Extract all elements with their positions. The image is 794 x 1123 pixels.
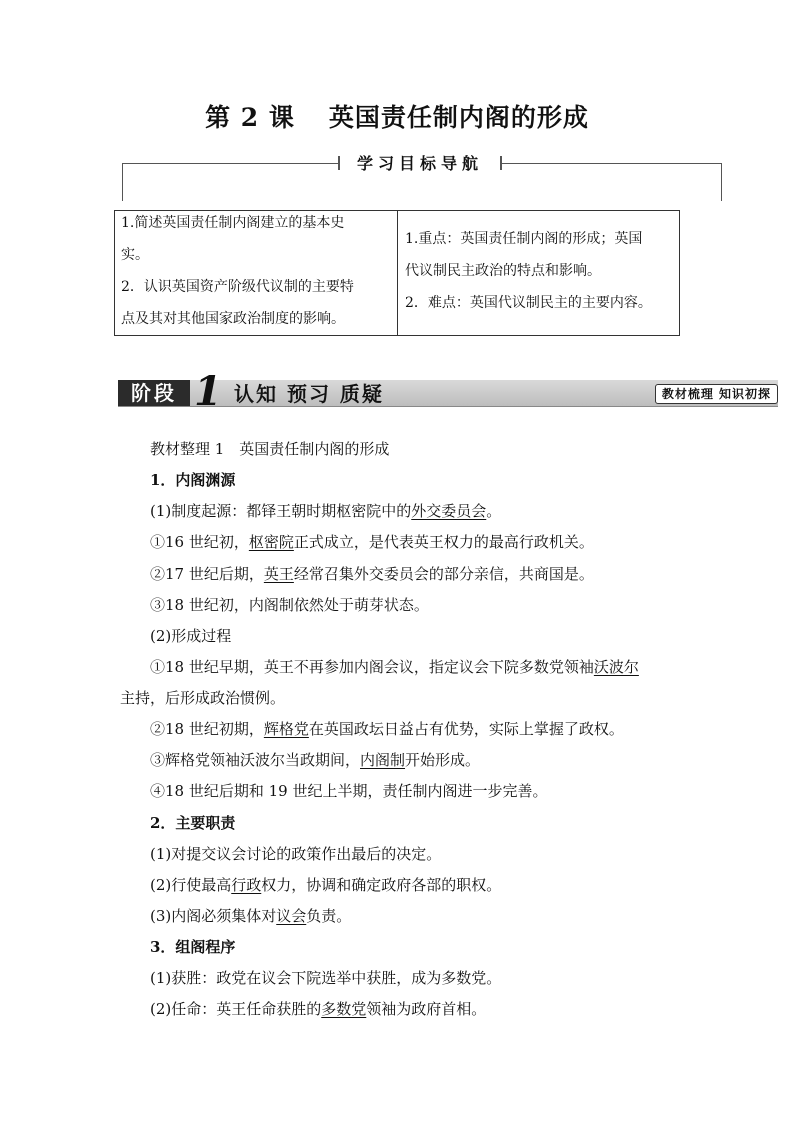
goals-left-cell — [121, 207, 393, 335]
subheading: 3．组阁程序 — [150, 938, 236, 956]
goals-right-cell — [405, 223, 677, 319]
text: ②17 世纪后期， — [150, 565, 264, 583]
text-line — [150, 656, 639, 677]
goal-line: 2．认识英国资产阶级代议制的主要特 — [121, 279, 354, 295]
goal-line: 1.简述英国责任制内阁建立的基本史 — [121, 215, 345, 231]
stage-box: 教材梳理 知识初探 — [655, 384, 778, 404]
banner-left-drop — [122, 163, 123, 201]
goals-banner: 学习目标导航 — [356, 154, 483, 173]
text-line — [150, 500, 501, 521]
text: ③辉格党领袖沃波尔当政期间， — [150, 751, 361, 769]
text-line — [150, 749, 480, 770]
text: 。 — [486, 502, 502, 520]
text-line — [150, 563, 594, 584]
banner-right-drop — [721, 163, 722, 201]
goal-line: 1.重点：英国责任制内阁的形成；英国 — [405, 231, 643, 247]
stage-number: 1 — [194, 368, 222, 415]
banner-left-line — [122, 163, 338, 164]
stage-caption: 认知 预习 质疑 — [234, 382, 384, 406]
text-line: (2)形成过程 — [150, 627, 232, 645]
text: ②18 世纪初期， — [150, 720, 264, 738]
blank-answer: 多数党 — [321, 1000, 367, 1018]
blank-answer: 议会 — [276, 907, 307, 925]
text-line: (1)对提交议会讨论的政策作出最后的决定。 — [150, 845, 442, 863]
text-line — [150, 905, 351, 926]
text-line: ④18 世纪后期和 19 世纪上半期，责任制内阁进一步完善。 — [150, 782, 548, 800]
text-line — [150, 718, 624, 739]
goals-divider — [397, 211, 398, 335]
text: (2)行使最高 — [150, 876, 232, 894]
text-line — [150, 531, 594, 552]
banner-right-line — [502, 163, 722, 164]
text-line: (1)获胜：政党在议会下院选举中获胜，成为多数党。 — [150, 969, 502, 987]
lesson-number: 第 2 课 — [205, 103, 295, 132]
text: 开始形成。 — [405, 751, 481, 769]
blank-answer: 行政 — [231, 876, 262, 894]
blank-answer: 沃波尔 — [593, 658, 639, 676]
text: 领袖为政府首相。 — [366, 1000, 487, 1018]
text-line: 主持，后形成政治惯例。 — [120, 689, 286, 707]
text: (3)内阁必须集体对 — [150, 907, 277, 925]
blank-answer: 辉格党 — [263, 720, 309, 738]
stage-header — [118, 368, 778, 415]
goal-line: 实。 — [121, 247, 149, 263]
text: 在英国政坛日益占有优势，实际上掌握了政权。 — [308, 720, 624, 738]
blank-answer: 外交委员会 — [411, 502, 487, 520]
text: 权力，协调和确定政府各部的职权。 — [261, 876, 502, 894]
blank-answer: 内阁制 — [360, 751, 406, 769]
blank-answer: 英王 — [263, 565, 294, 583]
goal-line: 点及其对其他国家政治制度的影响。 — [121, 311, 345, 327]
stage-tag: 阶段 — [118, 380, 190, 406]
goals-table — [114, 210, 680, 336]
goal-line: 2．难点：英国代议制民主的主要内容。 — [405, 295, 652, 311]
lesson-name: 英国责任制内阁的形成 — [328, 103, 589, 132]
section-heading: 教材整理 1 英国责任制内阁的形成 — [150, 440, 390, 458]
subheading: 2．主要职责 — [150, 814, 236, 832]
text: 负责。 — [306, 907, 352, 925]
goal-line: 代议制民主政治的特点和影响。 — [405, 263, 601, 279]
text: 正式成立，是代表英王权力的最高行政机关。 — [293, 533, 594, 551]
text-line: ③18 世纪初，内阁制依然处于萌芽状态。 — [150, 596, 429, 614]
page-title — [0, 98, 794, 134]
text: (1)制度起源：都铎王朝时期枢密院中的 — [150, 502, 412, 520]
text: ①16 世纪初， — [150, 533, 249, 551]
subheading: 1．内阁渊源 — [150, 471, 236, 489]
text: 经常召集外交委员会的部分亲信，共商国是。 — [293, 565, 594, 583]
text-line — [150, 874, 501, 895]
banner-tick-right — [500, 156, 502, 170]
text-line — [150, 998, 486, 1019]
blank-answer: 枢密院 — [248, 533, 294, 551]
text: ①18 世纪早期，英王不再参加内阁会议，指定议会下院多数党领袖 — [150, 658, 594, 676]
text: (2)任命：英王任命获胜的 — [150, 1000, 322, 1018]
